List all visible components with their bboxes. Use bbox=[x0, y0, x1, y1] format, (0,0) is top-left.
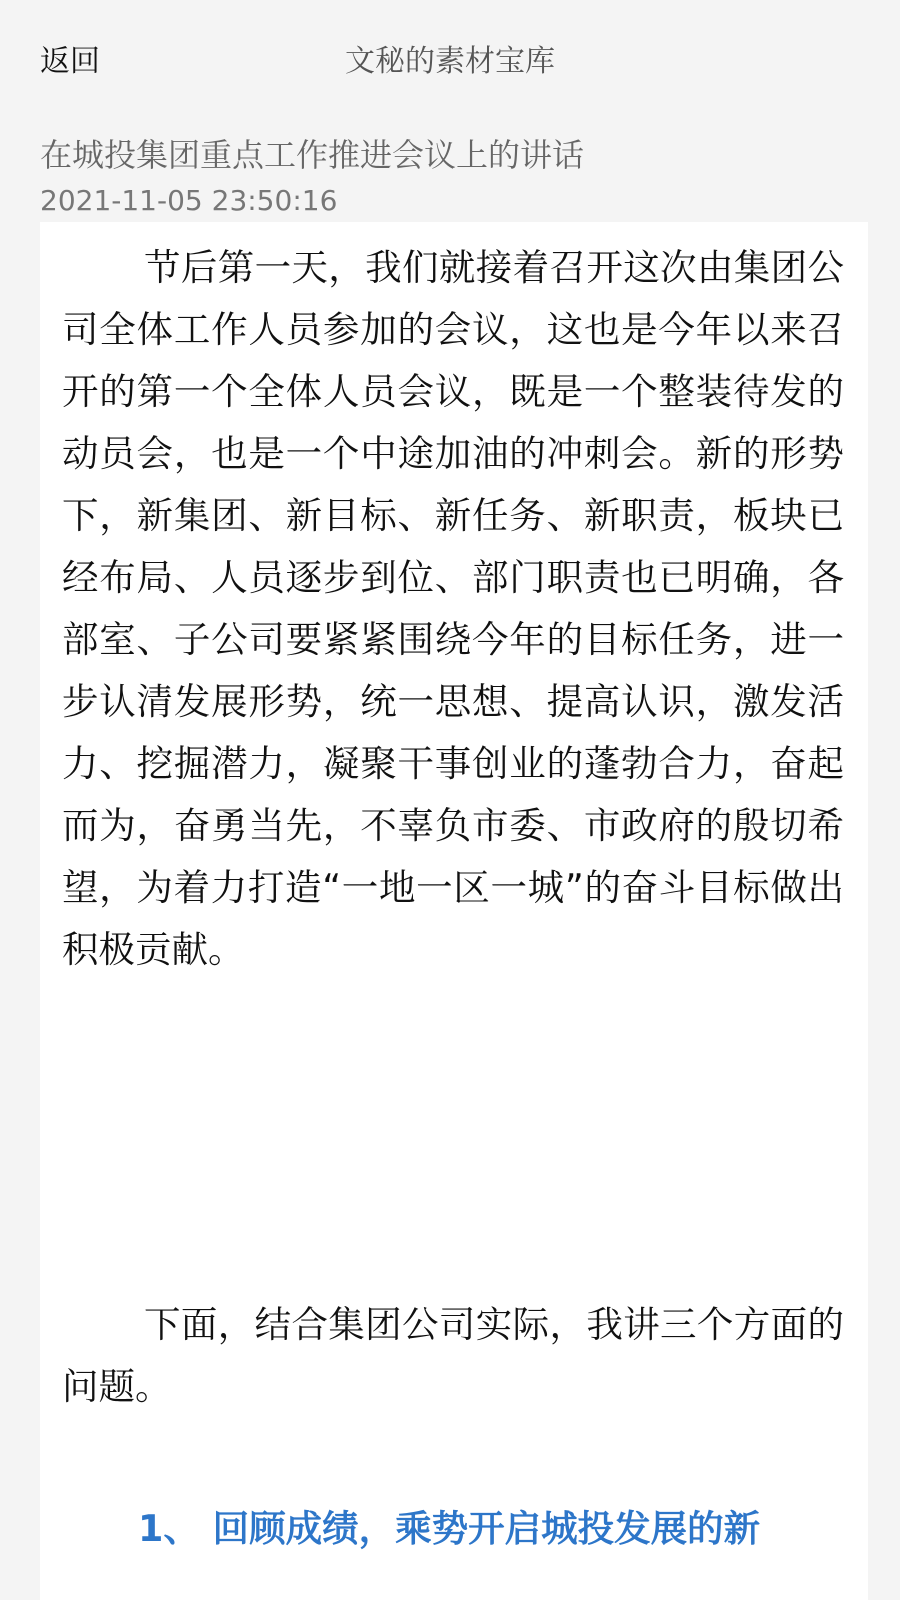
article-body bbox=[40, 222, 868, 1600]
article-paragraph: 下面，结合集团公司实际，我讲三个方面的问题。 bbox=[62, 1303, 844, 1408]
nav-title: 文秘的素材宝库 bbox=[345, 44, 555, 79]
article-paragraph: 节后第一天，我们就接着召开这次由集团公司全体工作人员参加的会议，这也是今年以来召开的第一个全体人员会议，既是一个整装待发的动员会，也是一个中途加油的冲刺会。新的形势下，新集团、新目标、新任务、新职责，板块已经布局、人员逐步到位、部门职责也已明确，各部室、子公司要紧紧围绕今年的目标任务，进一步认清发展形势，统一思想、提高认识，激发活力、挖掘潜力，凝聚干事创业的蓬勃合力，奋起而为，奋勇当先，不辜负市委、市政府的殷切希望，为着力打造“一地一区一城”的奋斗目标做出积极贡献。 bbox=[62, 246, 844, 971]
nav-bar bbox=[0, 0, 900, 112]
article-timestamp: 2021-11-05 23:50:16 bbox=[40, 184, 338, 217]
article-title: 在城投集团重点工作推进会议上的讲话 bbox=[40, 136, 585, 174]
back-button[interactable]: 返回 bbox=[40, 44, 100, 79]
section-heading: 1、 回顾成绩，乘势开启城投发展的新 bbox=[138, 1507, 761, 1550]
